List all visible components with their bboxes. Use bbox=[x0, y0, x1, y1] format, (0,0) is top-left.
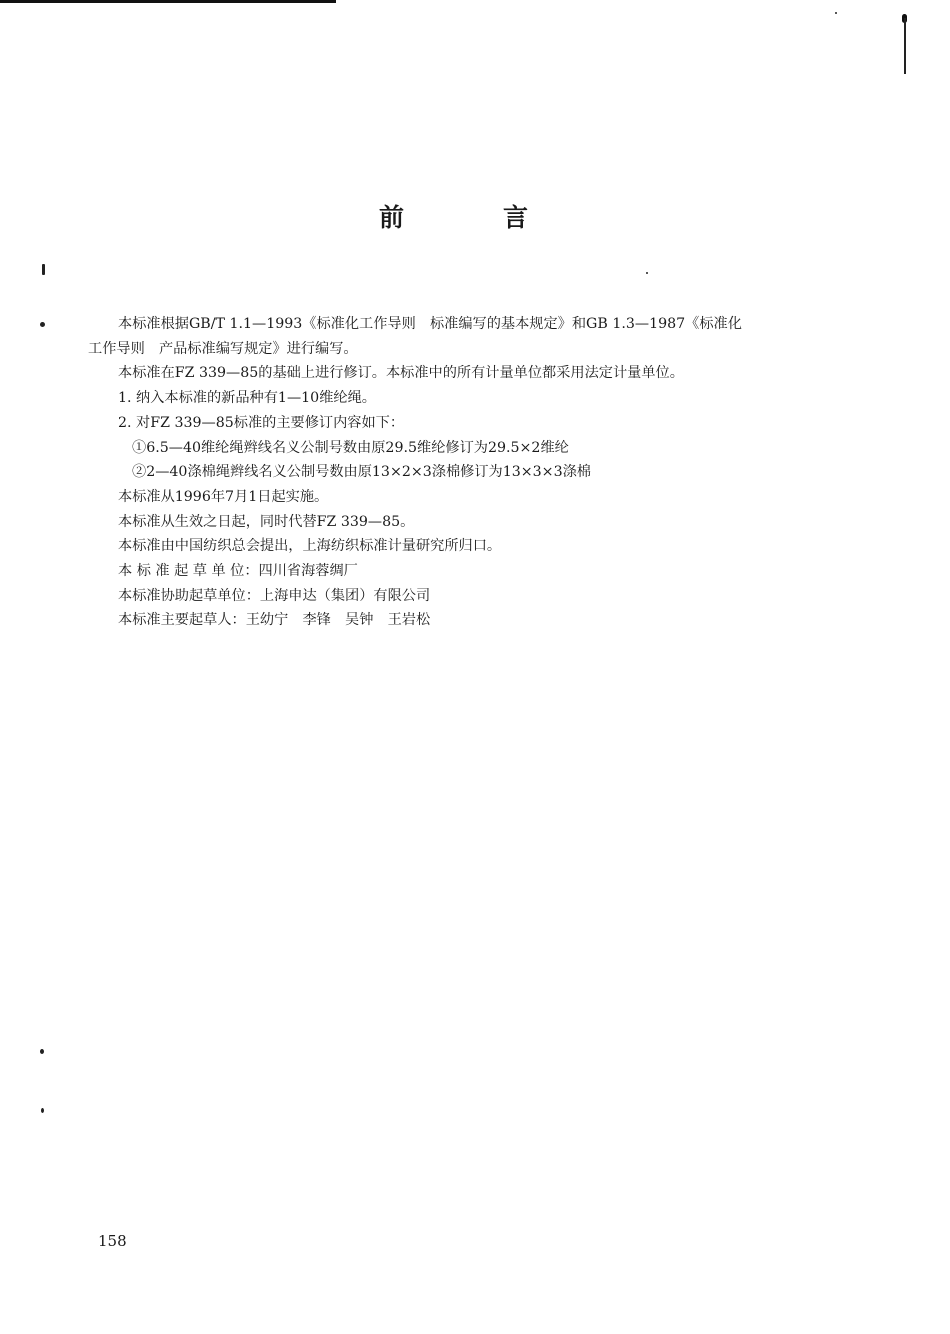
list-item-2: 2. 对FZ 339—85标准的主要修订内容如下： bbox=[118, 414, 405, 431]
paragraph-basis-line-2: 工作导则 产品标准编写规定》进行编写。 bbox=[88, 340, 358, 357]
paragraph-assisting-unit: 本标准协助起草单位：上海申达（集团）有限公司 bbox=[118, 587, 431, 604]
paragraph-effective-date: 本标准从1996年7月1日起实施。 bbox=[118, 488, 329, 505]
paragraph-drafting-unit: 本 标 准 起 草 单 位：四川省海蓉绸厂 bbox=[118, 563, 358, 580]
heading-char-1: 前 bbox=[379, 203, 405, 232]
scan-speck bbox=[646, 272, 648, 274]
paragraph-drafters: 本标准主要起草人：王幼宁 李锋 吴钟 王岩松 bbox=[118, 612, 431, 629]
scan-speck bbox=[42, 264, 45, 275]
preface-body bbox=[88, 312, 840, 633]
heading-char-2: 言 bbox=[503, 203, 529, 232]
paragraph-replacement: 本标准从生效之日起，同时代替FZ 339—85。 bbox=[118, 513, 415, 530]
preface-heading bbox=[0, 198, 950, 238]
scan-speck bbox=[835, 12, 837, 14]
paragraph-revision: 本标准在FZ 339—85的基础上进行修订。本标准中的所有计量单位都采用法定计量单位。 bbox=[118, 365, 684, 382]
scan-edge-line bbox=[904, 18, 906, 74]
top-rule bbox=[0, 0, 336, 3]
scan-speck bbox=[41, 1108, 44, 1113]
paragraph-basis-line-1: 本标准根据GB/T 1.1—1993《标准化工作导则 标准编写的基本规定》和GB 1.3—1987《标准化 bbox=[118, 316, 742, 332]
paragraph-proposer: 本标准由中国纺织总会提出，上海纺织标准计量研究所归口。 bbox=[118, 538, 502, 555]
page-number: 158 bbox=[98, 1232, 127, 1250]
scan-speck bbox=[40, 322, 45, 327]
sub-item-2: ②2—40涤棉绳辫线名义公制号数由原13×2×3涤棉修订为13×3×3涤棉 bbox=[132, 464, 591, 481]
list-item-1: 1. 纳入本标准的新品种有1—10维纶绳。 bbox=[118, 390, 376, 407]
sub-item-1: ①6.5—40维纶绳辫线名义公制号数由原29.5维纶修订为29.5×2维纶 bbox=[132, 439, 569, 456]
scan-speck bbox=[40, 1049, 44, 1054]
